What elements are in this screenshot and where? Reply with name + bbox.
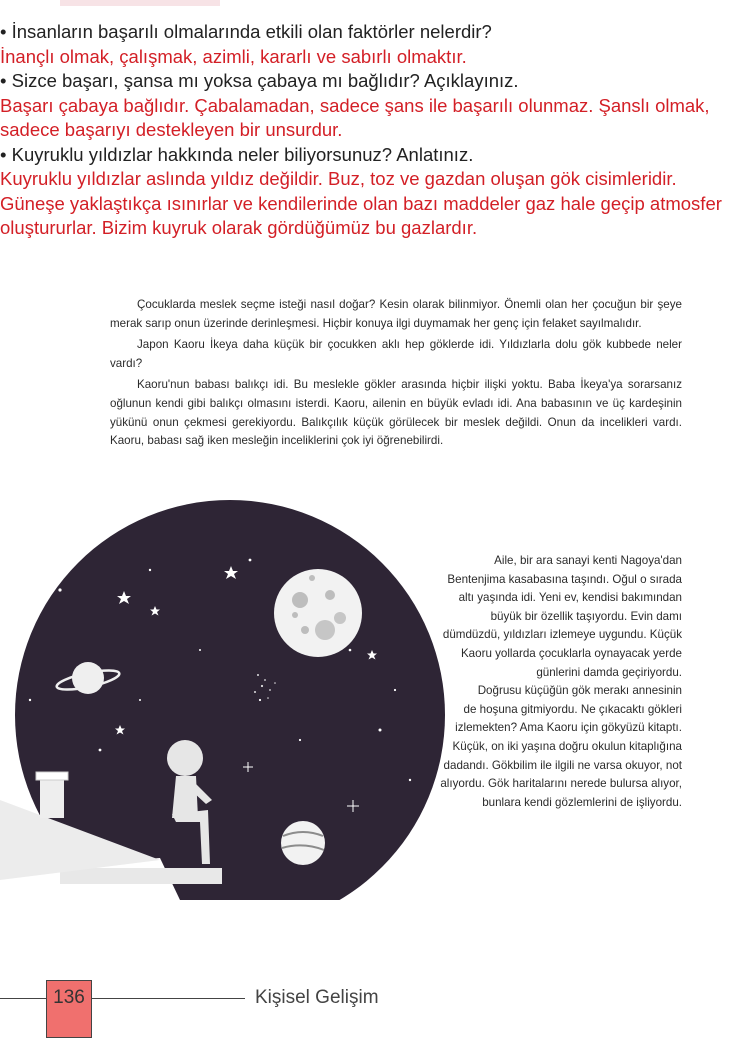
footer-title: Kişisel Gelişim bbox=[255, 987, 379, 1008]
answer-1: İnançlı olmak, çalışmak, azimli, kararlı ve sabırlı olmaktır. bbox=[0, 45, 467, 67]
night-sky-illustration bbox=[0, 500, 470, 900]
paragraph: Kaoru'nun babası balıkçı idi. Bu meslekle gökler arasında hiçbir ilişki yoktu. Baba İkeya'ya sorarsanız oğlunun kendi gibi balıkçı olmasını isterdi. Kaoru, ailenin en büyük evladı idi. Ana babasının ve üç kardeşinin yükünü onun çekmesi gerekiyordu. Balıkçılık küçük görülecek bir meslek değildi. Onun da incelikleri vardı. Kaoru, babası sağ iken mesleğin inceliklerini çok iyi öğrenebilirdi. bbox=[110, 378, 682, 448]
paragraph: Çocuklarda meslek seçme isteği nasıl doğar? Kesin olarak bilinmiyor. Önemli olan her çocuğun bir şeye merak sarıp onun üzerinde derinleşmesi. Hiçbir konuya ilgi duymamak her genç için felaket sayılmalıdır. bbox=[110, 298, 682, 330]
paragraph: Aile, bir ara sanayi kenti Nagoya'dan Bentenjima kasabasına taşındı. Oğul o sırada altı yaşında idi. Yeni ev, kendisi bakımından büyük bir özellik taşıyordu. Evin damı dümdüzdü, yıldızları izlemeye uygundu. Küçük Kaoru yollarda çocuklarla oynayacak yerde günlerini damda geçiriyordu. bbox=[442, 554, 682, 679]
footer-line bbox=[92, 998, 245, 999]
question-answer-block bbox=[0, 20, 737, 241]
planet-icon bbox=[281, 821, 325, 865]
answer-3: Kuyruklu yıldızlar aslında yıldız değildir. Buz, toz ve gazdan oluşan gök cisimleridir. Güneşe yaklaştıkça ısınırlar ve kendilerinde olan bazı maddeler gaz hale geçip atmosfer oluştururlar. Bizim kuyruk olarak gördüğümüz bu gazlardır. bbox=[0, 168, 722, 238]
paragraph: Doğrusu küçüğün gök merakı annesinin de hoşuna gitmiyordu. Ne çıkacaktı gökleri izlemekten? Ama Kaoru için gökyüzü kitaptı. Küçük, on iki yaşına doğru okulun kitaplığına dadandı. Gökbilim ile ilgili ne varsa okuyor, not alıyordu. Gök haritalarını nerede bulursa alıyor, bunlara kendi gözlemlerini de işliyordu. bbox=[440, 684, 682, 809]
answer-2: Başarı çabaya bağlıdır. Çabalamadan, sadece şans ile başarılı olunmaz. Şanslı olmak, sadece başarıyı destekleyen bir unsurdur. bbox=[0, 94, 710, 140]
question-2: • Sizce başarı, şansa mı yoksa çabaya mı bağlıdır? Açıklayınız. bbox=[0, 70, 519, 91]
story-text-side bbox=[436, 552, 682, 812]
story-text-top bbox=[110, 296, 682, 454]
page-number: 136 bbox=[53, 987, 85, 1008]
moon-icon bbox=[274, 569, 362, 657]
roof-ledge bbox=[60, 868, 222, 884]
footer-line bbox=[0, 998, 46, 999]
question-3: • Kuyruklu yıldızlar hakkında neler biliyorsunuz? Anlatınız. bbox=[0, 143, 474, 165]
paragraph: Japon Kaoru İkeya daha küçük bir çocukken aklı hep göklerde idi. Yıldızlarla dolu gök kubbede neler vardı? bbox=[110, 338, 682, 370]
chimney bbox=[40, 778, 64, 818]
question-1: • İnsanların başarılı olmalarında etkili olan faktörler nelerdir? bbox=[0, 21, 492, 42]
top-decor-strip bbox=[60, 0, 220, 6]
